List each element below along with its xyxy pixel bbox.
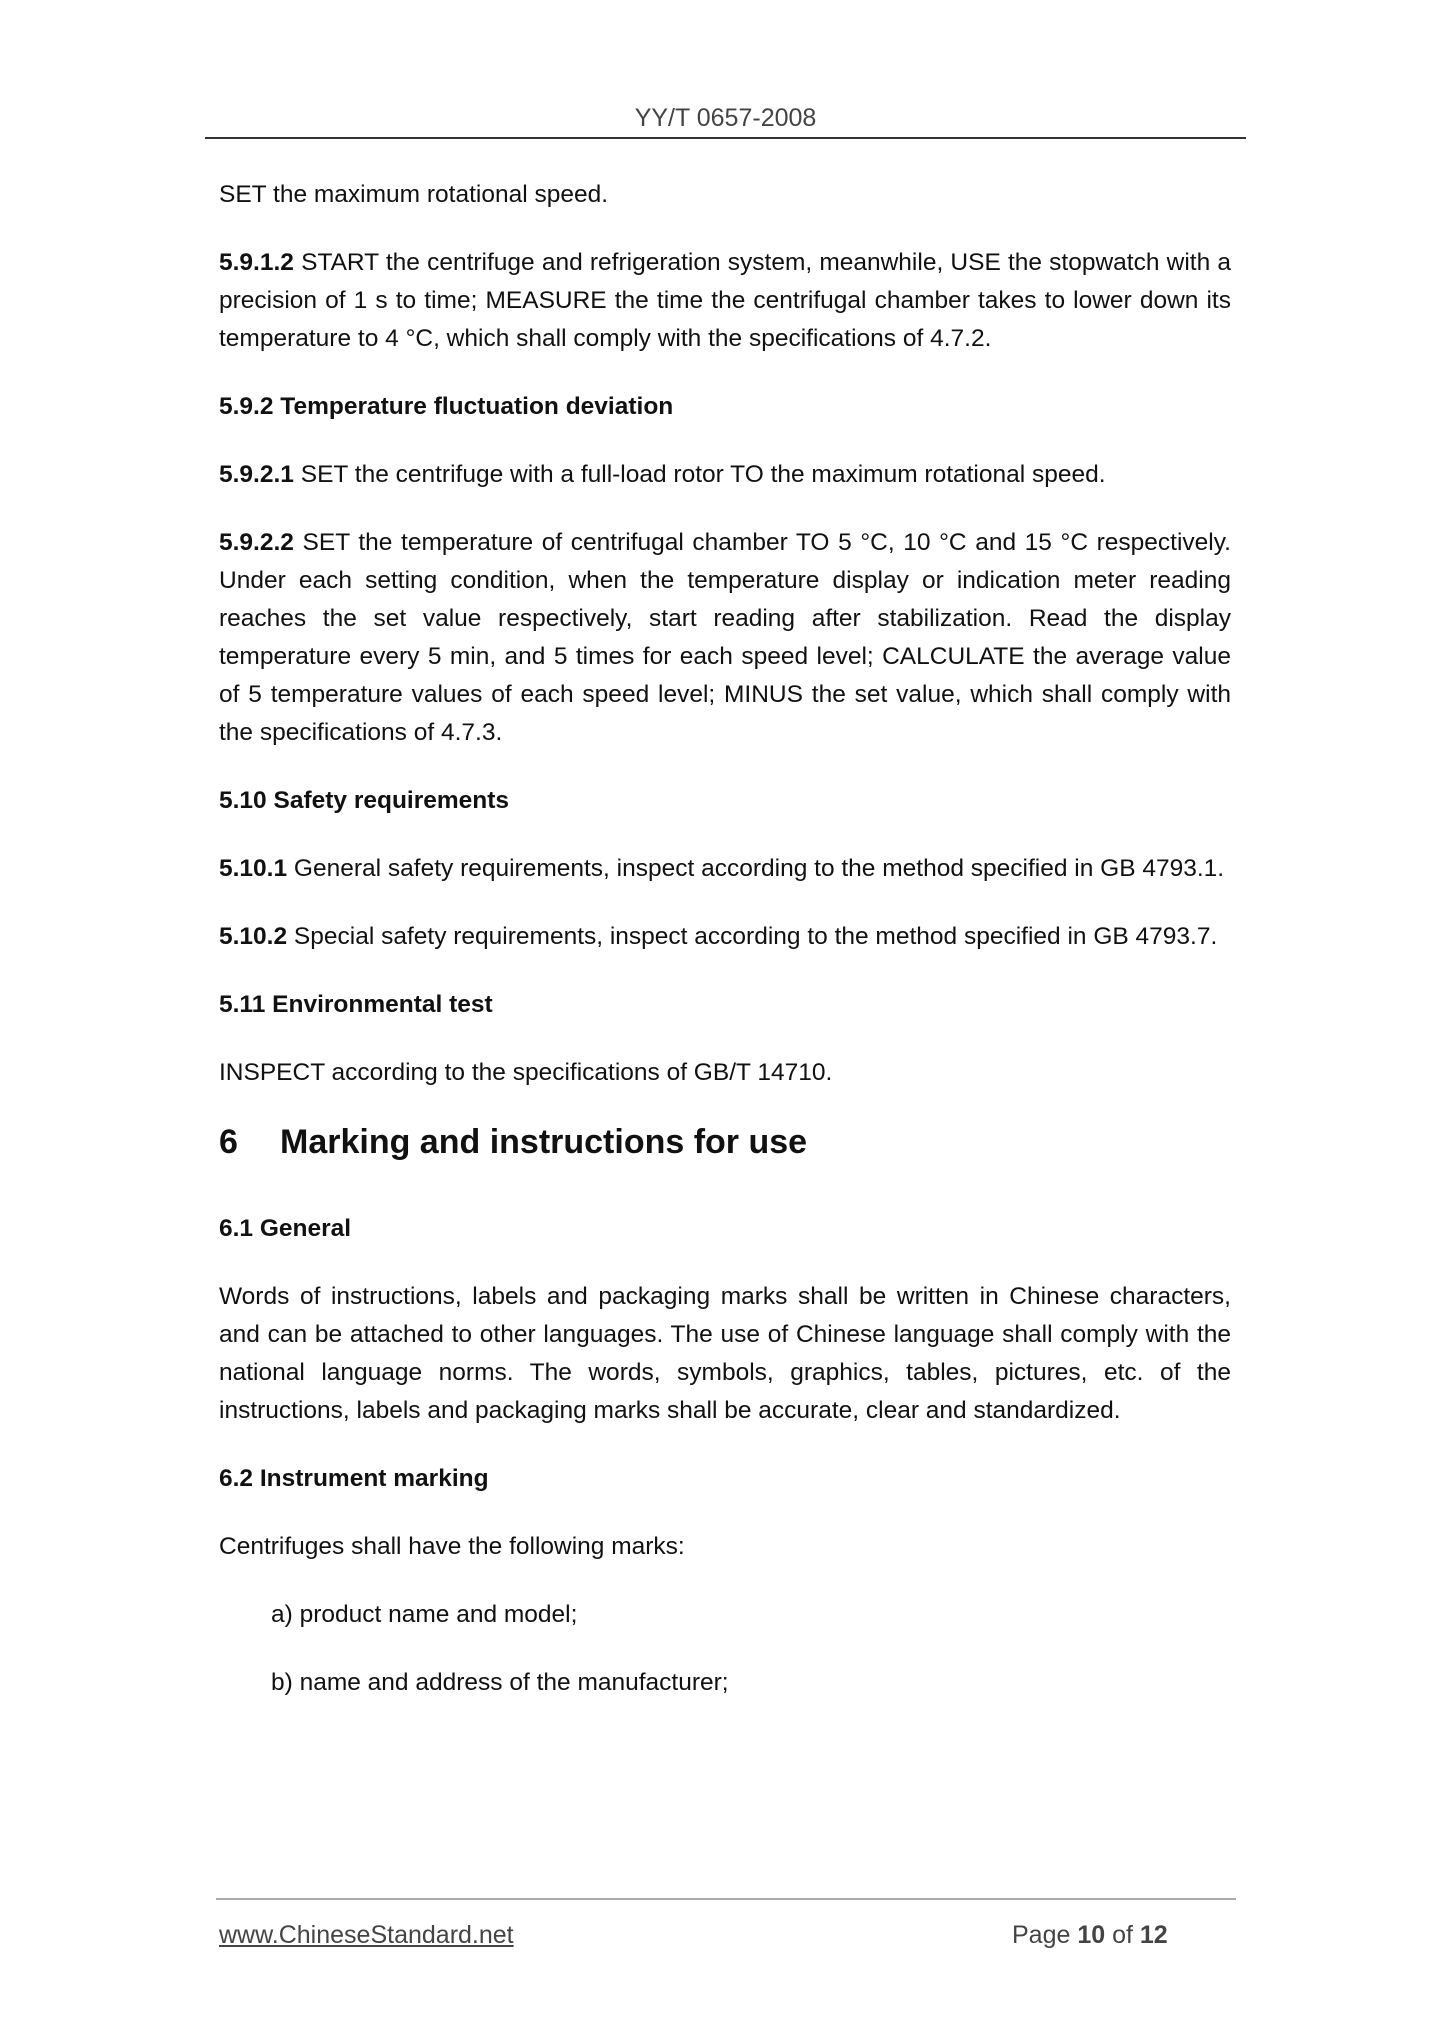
section-6-heading: 6 Marking and instructions for use [219,1123,808,1161]
clause-5-10-1: 5.10.1 General safety requirements, inspect according to the method specified in GB 4793.1. [219,855,1225,882]
paragraph: Centrifuges shall have the following marks: [219,1533,685,1560]
footer-divider [216,1898,1236,1900]
header-divider [205,137,1246,139]
paragraph: INSPECT according to the specifications of GB/T 14710. [219,1059,833,1086]
paragraph: SET the maximum rotational speed. [219,181,609,208]
heading-5-10: 5.10 Safety requirements [219,787,510,814]
page-number: Page 10 of 12 [1012,1921,1168,1949]
heading-5-9-2: 5.9.2 Temperature fluctuation deviation [219,393,674,420]
heading-6-1: 6.1 General [219,1215,352,1242]
clause-5-9-2-2: 5.9.2.2 SET the temperature of centrifugal chamber TO 5 °C, 10 °C and 15 °C respectively. Under each setting condition, when the temperature display or indication meter reading reaches the set value respectively, start reading after stabilization. Read the display temperature every 5 min, and 5 times for each speed level; CALCULATE the average value of 5 temperature values of each speed level; MINUS the set value, which shall comply with the specifications of 4.7.3. [219,529,1231,746]
heading-5-11: 5.11 Environmental test [219,991,493,1018]
list-item: b) name and address of the manufacturer; [271,1669,729,1696]
clause-5-10-2: 5.10.2 Special safety requirements, inspect according to the method specified in GB 4793.7. [219,923,1218,950]
clause-5-9-1-2: 5.9.1.2 START the centrifuge and refrigeration system, meanwhile, USE the stopwatch with a precision of 1 s to time; MEASURE the time the centrifugal chamber takes to lower down its temperature to 4 °C, which shall comply with the specifications of 4.7.2. [219,249,1231,352]
heading-6-2: 6.2 Instrument marking [219,1465,489,1492]
paragraph: Words of instructions, labels and packaging marks shall be written in Chinese characters, and can be attached to other languages. The use of Chinese language shall comply with the national language norms. The words, symbols, graphics, tables, pictures, etc. of the instructions, labels and packaging marks shall be accurate, clear and standardized. [219,1283,1231,1424]
document-body [219,176,1231,1732]
document-header-id: YY/T 0657-2008 [634,104,817,132]
list-item: a) product name and model; [271,1601,578,1628]
website-link[interactable]: www.ChineseStandard.net [219,1921,514,1949]
clause-5-9-2-1: 5.9.2.1 SET the centrifuge with a full-load rotor TO the maximum rotational speed. [219,461,1106,488]
